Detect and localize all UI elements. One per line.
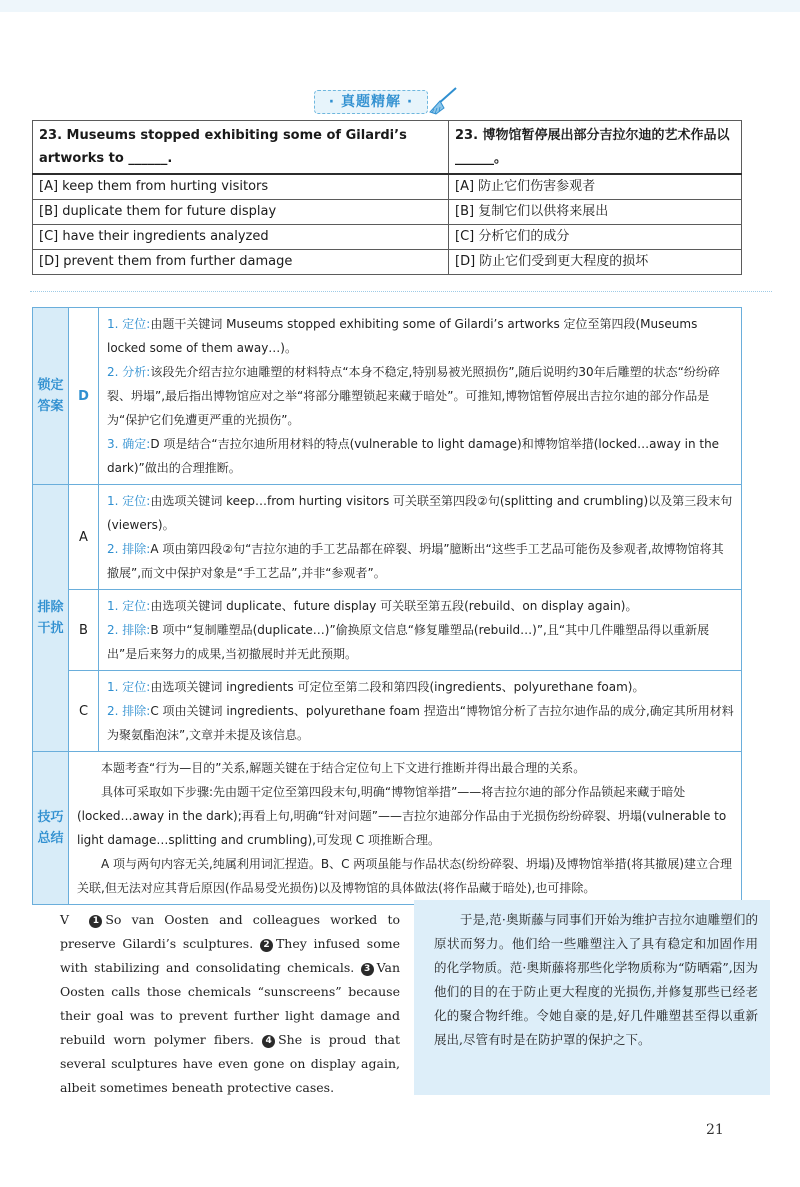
sentence: Van Oosten calls those chemicals “sunscreens” because their goal was to prevent further light damage and rebuild worn polymer fibers. [60, 960, 400, 1047]
exclude-item-b [69, 590, 741, 671]
exclude-tag: 2. 排除: [107, 704, 151, 718]
option-d-zh: [D] 防止它们受到更大程度的损坏 [449, 250, 742, 275]
option-letter: A [69, 485, 99, 589]
summary-paragraph: 具体可采取如下步骤:先由题干定位至第四段末句,明确“博物馆举措”——将吉拉尔迪的部分作品锁起来藏于暗处(locked…away in the dark);再看上句,明确“针对问题”——吉拉尔迪部分作品由于光损伤纷纷碎裂、坍塌(vulnerable to light damage…splitting and crumbling),可发现 C 项推断合理。 [77, 785, 727, 847]
exclude-content-c [99, 671, 741, 751]
exclude-text: A 项由第四段②句“吉拉尔迪的手工艺品都在碎裂、坍塌”臆断出“这些手工艺品可能伤及参观者,故博物馆将其撤展”,而文中保护对象是“手工艺品”,并非“参观者”。 [107, 542, 724, 580]
summary-content [69, 752, 741, 904]
section-title: · 真题精解 · [328, 94, 414, 110]
lock-answer-content [99, 308, 741, 484]
confirm-tag: 3. 确定: [107, 437, 151, 451]
sentence-number: 2 [260, 939, 273, 952]
option-letter: B [69, 590, 99, 670]
exclude-content-b [99, 590, 741, 670]
option-letter: C [69, 671, 99, 751]
sentence: So van Oosten and colleagues worked to preserve Gilardi’s sculptures. [60, 912, 400, 951]
question-table [32, 120, 742, 275]
sentence-number: 4 [262, 1035, 275, 1048]
option-c-en: [C] have their ingredients analyzed [33, 225, 449, 250]
exclude-text: B 项中“复制雕塑品(duplicate…)”偷换原文信息“修复雕塑品(rebuild…)”,且“其中几件雕塑品得以重新展出”是后来努力的成果,当初撤展时并无此预期。 [107, 623, 710, 661]
passage-paragraph [60, 908, 400, 1100]
option-c-zh: [C] 分析它们的成分 [449, 225, 742, 250]
exclude-item-c [69, 671, 741, 751]
top-band [0, 0, 800, 12]
locate-text: 由选项关键词 ingredients 可定位至第二段和第四段(ingredients、polyurethane foam)。 [150, 680, 645, 694]
option-a-en: [A] keep them from hurting visitors [33, 174, 449, 200]
dotted-divider [30, 291, 772, 292]
correct-answer: D [69, 308, 99, 484]
analyze-tag: 2. 分析: [107, 365, 151, 379]
option-b-zh: [B] 复制它们以供将来展出 [449, 200, 742, 225]
lock-answer-label: 锁定答案 [37, 378, 64, 414]
option-a-zh: [A] 防止它们伤害参观者 [449, 174, 742, 200]
locate-text: 由题干关键词 Museums stopped exhibiting some of Gilardi’s artworks 定位至第四段(Museums locked some of them away…)。 [107, 317, 698, 355]
sentence: She is proud that several sculptures have even gone on display again, albeit sometimes beneath protective cases. [60, 1032, 400, 1095]
translation-text: 于是,范·奥斯藤与同事们开始为维护吉拉尔迪雕塑们的原状而努力。他们给一些雕塑注入了具有稳定和加固作用的化学物质。范·奥斯藤将那些化学物质称为“防晒霜”,因为他们的目的在于防止更大程度的光损伤,并修复那些已经老化的聚合物纤维。令她自豪的是,好几件雕塑甚至得以重新展出,尽管有时是在防护罩的保护之下。 [434, 912, 758, 1047]
option-d-en: [D] prevent them from further damage [33, 250, 449, 275]
sentence: They infused some with stabilizing and consolidating chemicals. [60, 936, 401, 975]
option-row [33, 225, 742, 250]
summary-paragraph: 本题考查“行为—目的”关系,解题关键在于结合定位句上下文进行推断并得出最合理的关系。 [101, 761, 586, 775]
lock-answer-row [33, 308, 741, 485]
locate-text: 由选项关键词 duplicate、future display 可关联至第五段(rebuild、on display again)。 [150, 599, 638, 613]
locate-tag: 1. 定位: [107, 494, 151, 508]
summary-paragraph: A 项与两句内容无关,纯属利用词汇捏造。B、C 两项虽能与作品状态(纷纷碎裂、坍塌)及博物馆举措(将其撤展)建立合理关联,但无法对应其背后原因(作品易受光损伤)以及博物馆的具体做法(将作品藏于暗处),也可排除。 [77, 857, 732, 895]
option-row [33, 200, 742, 225]
summary-label: 技巧总结 [37, 810, 64, 846]
exclude-item-a [69, 485, 741, 590]
confirm-text: D 项是结合“吉拉尔迪所用材料的特点(vulnerable to light damage)和博物馆举措(locked…away in the dark)”做出的合理推断。 [107, 437, 720, 475]
question-stem-en: 23. Museums stopped exhibiting some of Gilardi’s artworks to ______. [33, 121, 449, 175]
paragraph-number: Ⅴ [60, 912, 76, 927]
summary-row [33, 752, 741, 904]
lock-answer-label-cell [33, 308, 69, 484]
locate-text: 由选项关键词 keep…from hurting visitors 可关联至第四段②句(splitting and crumbling)以及第三段末句(viewers)。 [107, 494, 733, 532]
locate-tag: 1. 定位: [107, 599, 151, 613]
exclude-label: 排除干扰 [37, 600, 64, 636]
sentence-number: 3 [361, 963, 374, 976]
option-b-en: [B] duplicate them for future display [33, 200, 449, 225]
exclude-row [33, 485, 741, 752]
broom-icon [426, 86, 462, 116]
page-number: 21 [706, 1122, 724, 1138]
option-row [33, 250, 742, 275]
analysis-table [32, 307, 742, 905]
option-row [33, 174, 742, 200]
question-stem-row [33, 121, 742, 175]
exclude-tag: 2. 排除: [107, 623, 151, 637]
exclude-label-cell [33, 485, 69, 751]
locate-tag: 1. 定位: [107, 680, 151, 694]
exclude-content-a [99, 485, 741, 589]
exclude-text: C 项由关键词 ingredients、polyurethane foam 捏造出“博物馆分析了吉拉尔迪作品的成分,确定其所用材料为聚氨酯泡沫”,文章并未提及该信息。 [107, 704, 734, 742]
question-stem-zh: 23. 博物馆暂停展出部分吉拉尔迪的艺术作品以______。 [449, 121, 742, 175]
analyze-text: 该段先介绍吉拉尔迪雕塑的材料特点“本身不稳定,特别易被光照损伤”,随后说明约30年后雕塑的状态“纷纷碎裂、坍塌”,最后指出博物馆应对之举“将部分雕塑锁起来藏于暗处”。可推知,博物馆暂停展出吉拉尔迪的部分作品是为“保护它们免遭更严重的光损伤”。 [107, 365, 720, 427]
locate-tag: 1. 定位: [107, 317, 151, 331]
sentence-number: 1 [89, 915, 102, 928]
exclude-group [69, 485, 741, 751]
exclude-tag: 2. 排除: [107, 542, 151, 556]
summary-label-cell [33, 752, 69, 904]
section-banner [314, 86, 462, 116]
